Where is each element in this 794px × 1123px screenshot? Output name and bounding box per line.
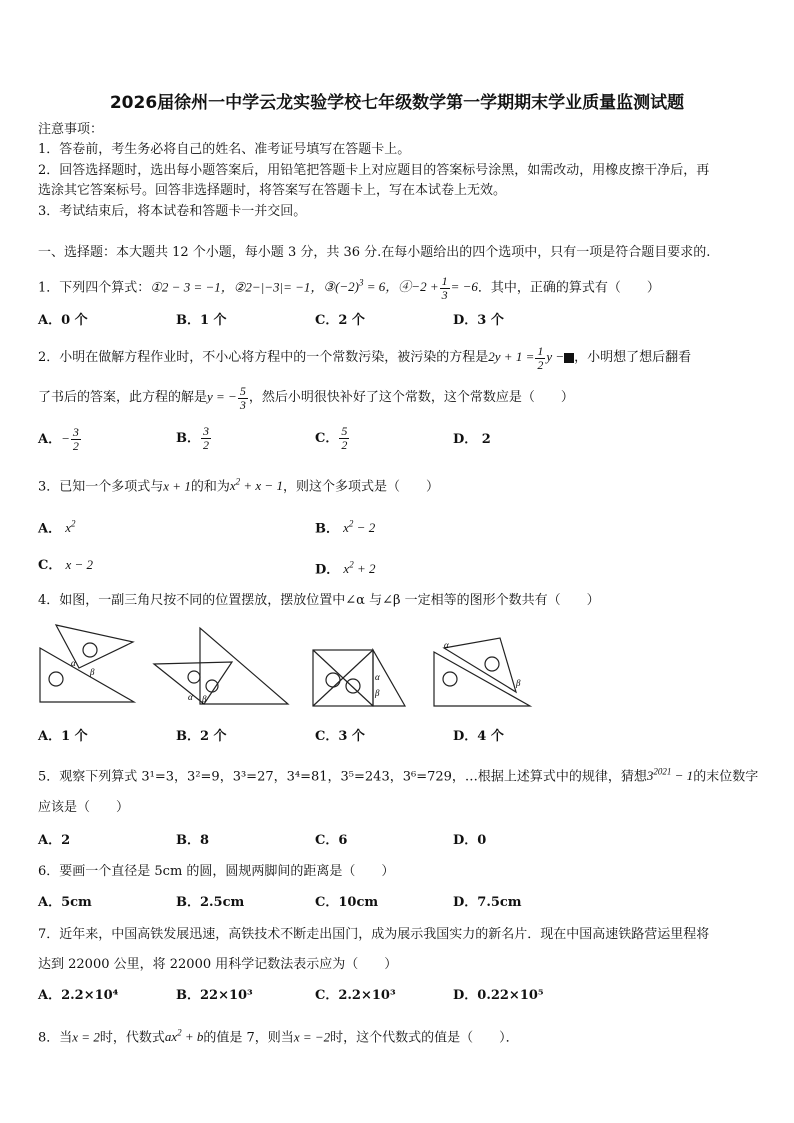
question-3: 3．已知一个多项式与x + 1的和为$x^2 + x - 1$，则这个多项式是（ ） [38, 477, 439, 495]
q1-prefix: 1．下列四个算式： [38, 280, 151, 296]
svg-text:β: β [516, 678, 521, 688]
q2-option-b[interactable]: B． $\frac{3}{2}$ [176, 424, 209, 452]
svg-text:β: β [202, 694, 207, 704]
q2-option-c[interactable]: C． $\frac{5}{2}$ [315, 424, 348, 452]
q7-option-d[interactable]: D．0.22×10⁵ [453, 988, 544, 1003]
q6-option-c[interactable]: C．10cm [315, 895, 379, 910]
question-8: 8．当x = 2时，代数式$ax^2 + b$的值是 7，则当x = −2时，这个代数式的值是（ ）． [38, 1028, 519, 1046]
q5-option-d[interactable]: D．0 [453, 833, 487, 848]
q4-figure-4 [430, 634, 534, 710]
notice-item-2: 2．回答选择题时，选出每小题答案后，用铅笔把答题卡上对应题目的答案标号涂黑，如需改动，用橡皮擦干净后，再 [38, 163, 710, 178]
q4-figure-1 [38, 620, 140, 706]
q2-option-a[interactable]: A．− $\frac{3}{2}$ [38, 425, 79, 453]
question-7-line-2: 达到 22000 公里，将 22000 用科学记数法表示应为（ ） [38, 957, 398, 972]
svg-text:α: α [444, 640, 449, 650]
q7-option-b[interactable]: B．22×10³ [176, 988, 253, 1003]
section-heading: 一、选择题：本大题共 12 个小题，每小题 3 分，共 36 分.在每小题给出的四个选项中，只有一项是符合题目要求的. [38, 245, 711, 260]
q3-option-a[interactable]: A． $x^2$ [38, 519, 76, 537]
page-title: 2026届徐州一中学云龙实验学校七年级数学第一学期期末学业质量监测试题 [109, 93, 685, 113]
q5-option-b[interactable]: B．8 [176, 833, 210, 848]
q6-option-a[interactable]: A．5cm [38, 895, 92, 910]
notice-item-1: 1．答卷前，考生务必将自己的姓名、准考证号填写在答题卡上。 [38, 142, 411, 157]
q2-option-d[interactable]: D． 2 [453, 432, 491, 447]
q1-expr-2: ②2−|−3|= −1， [233, 279, 324, 295]
q3-option-b[interactable]: B． $x^2 - 2$ [315, 519, 376, 537]
q1-expr-1: ①2 − 3 = −1， [150, 279, 234, 295]
smudged-constant [564, 353, 574, 363]
q1-expr-4: ④−2 + $\frac{1}{3}$ = −6 [398, 273, 478, 302]
svg-text:α: α [375, 672, 380, 682]
question-5-line-2: 应该是（ ） [38, 800, 130, 815]
q4-option-a[interactable]: A．1 个 [38, 729, 88, 744]
q7-option-a[interactable]: A．2.2×10⁴ [38, 988, 119, 1003]
notice-item-2-cont: 选涂其它答案标号。回答非选择题时，将答案写在答题卡上，写在本试卷上无效。 [38, 183, 507, 198]
question-1 [38, 269, 660, 302]
svg-text:β: β [375, 688, 380, 698]
q1-suffix: ．其中，正确的算式有（ ） [477, 280, 660, 296]
q1-option-d[interactable]: D．3 个 [453, 313, 504, 328]
question-2-line-1: 2．小明在做解方程作业时，不小心将方程中的一个常数污染，被污染的方程是2y + 1 = $\frac{1}{2}$ y − ，小明想了想后翻看 [38, 343, 692, 372]
q5-option-a[interactable]: A．2 [38, 833, 71, 848]
q3-option-d[interactable]: D． $x^2 + 2$ [315, 560, 376, 578]
q6-option-b[interactable]: B．2.5cm [176, 895, 245, 910]
q5-option-c[interactable]: C．6 [315, 833, 348, 848]
q4-option-d[interactable]: D．4 个 [453, 729, 504, 744]
q4-figure-2 [152, 620, 292, 706]
question-6: 6．要画一个直径是 5cm 的圆，圆规两脚间的距离是（ ） [38, 864, 395, 879]
question-7-line-1: 7．近年来，中国高铁发展迅速，高铁技术不断走出国门，成为展示我国实力的新名片．现在中国高速铁路营运里程将 [38, 927, 710, 942]
q6-option-d[interactable]: D．7.5cm [453, 895, 522, 910]
notice-heading: 注意事项： [38, 122, 104, 137]
q7-option-c[interactable]: C．2.2×10³ [315, 988, 396, 1003]
alpha-label: α [71, 658, 76, 668]
q1-option-b[interactable]: B．1 个 [176, 313, 227, 328]
beta-label: β [90, 667, 95, 677]
q4-option-c[interactable]: C．3 个 [315, 729, 365, 744]
q3-option-c[interactable]: C． x − 2 [38, 557, 94, 573]
question-4: 4．如图，一副三角尺按不同的位置摆放，摆放位置中∠α 与∠β 一定相等的图形个数共有（ ） [38, 593, 600, 608]
question-2-line-2: 了书后的答案，此方程的解是y = − $\frac{5}{3}$ ，然后小明很快补好了这个常数，这个常数应是（ ） [38, 383, 574, 412]
q4-figure-3 [311, 648, 407, 708]
q1-option-c[interactable]: C．2 个 [315, 313, 365, 328]
svg-text:α: α [188, 692, 193, 702]
q1-option-a[interactable]: A．0 个 [38, 313, 88, 328]
q4-option-b[interactable]: B．2 个 [176, 729, 227, 744]
notice-item-3: 3．考试结束后，将本试卷和答题卡一并交回。 [38, 204, 307, 219]
q1-expr-3: $③(-2)^3 = 6$， [323, 278, 399, 295]
question-5-line-1: 5．观察下列算式 3¹=3，3²=9，3³=27，3⁴=81，3⁵=243，3⁶=729，…根据上述算式中的规律，猜想$3^{2021} - 1$的末位数字 [38, 767, 759, 785]
